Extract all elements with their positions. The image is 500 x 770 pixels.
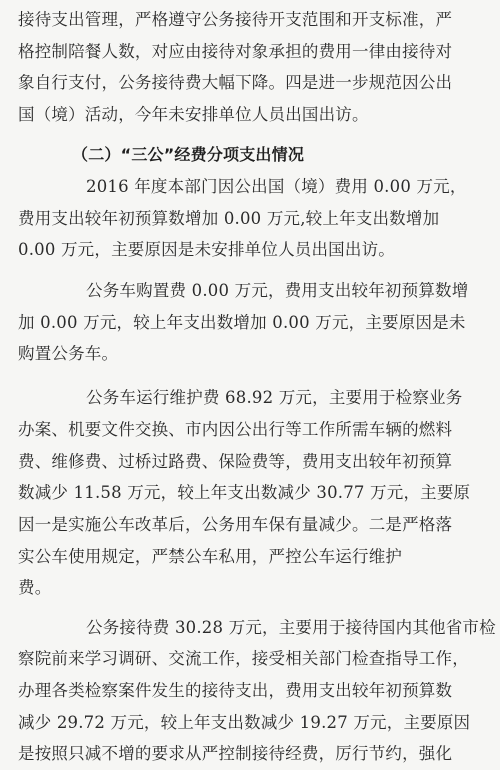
text-line: 办案、机要文件交换、市内因公出行等工作所需车辆的燃料 bbox=[18, 420, 453, 439]
text-line: 格控制陪餐人数，对应由接待对象承担的费用一律由接待对 bbox=[18, 42, 453, 61]
text-line: 0.00 万元，主要原因是未安排单位人员出国出访。 bbox=[18, 240, 395, 259]
text-line: 接待支出管理，严格遵守公务接待开支范围和开支标准，严 bbox=[18, 10, 453, 29]
text-line: 办理各类检察案件发生的接待支出，费用支出较年初预算数 bbox=[18, 681, 453, 700]
text-line: 数减少 11.58 万元，较上年支出数减少 30.77 万元，主要原 bbox=[18, 483, 471, 502]
text-line: 察院前来学习调研、交流工作，接受相关部门检查指导工作， bbox=[18, 649, 469, 668]
text-line: 公务车购置费 0.00 万元，费用支出较年初预算数增 bbox=[86, 281, 469, 300]
text-line: 是按照只减不增的要求从严控制接待经费，厉行节约，强化 bbox=[18, 744, 453, 763]
text-line: 象自行支付，公务接待费大幅下降。四是进一步规范因公出 bbox=[18, 73, 453, 92]
text-line: 购置公务车。 bbox=[18, 344, 119, 363]
text-line: 费、维修费、过桥过路费、保险费等，费用支出较年初预算 bbox=[18, 452, 453, 471]
text-line: 2016 年度本部门因公出国（境）费用 0.00 万元， bbox=[86, 177, 467, 196]
text-line: 费。 bbox=[18, 578, 52, 597]
text-line: 公务车运行维护费 68.92 万元，主要用于检察业务 bbox=[86, 388, 463, 407]
text-line: 国（境）活动，今年未安排单位人员出国出访。 bbox=[18, 105, 369, 124]
text-line: 减少 29.72 万元，较上年支出数减少 19.27 万元，主要原因 bbox=[18, 713, 471, 732]
text-line: 实公车使用规定，严禁公车私用，严控公车运行维护 bbox=[18, 547, 403, 566]
text-line: 费用支出较年初预算数增加 0.00 万元,较上年支出数增加 bbox=[18, 209, 440, 228]
text-line: 公务接待费 30.28 万元，主要用于接待国内其他省市检 bbox=[86, 618, 496, 637]
section-heading: （二）“三公”经费分项支出情况 bbox=[72, 145, 305, 164]
text-line: 因一是实施公车改革后，公务用车保有量减少。二是严格落 bbox=[18, 515, 453, 534]
text-line: 加 0.00 万元，较上年支出数增加 0.00 万元，主要原因是未 bbox=[18, 313, 466, 332]
